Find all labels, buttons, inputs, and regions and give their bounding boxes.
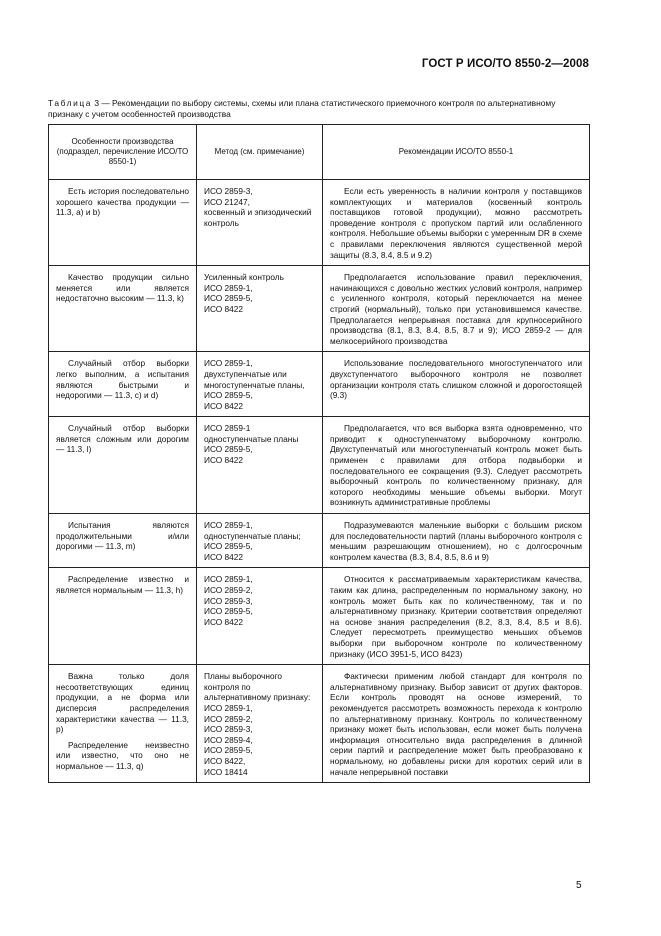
feature-cell: [49, 514, 197, 568]
recommendation-cell: Использование последовательного многоступенчатого или двухступенчатого выборочного контроля не позволяет организации контроля стать слишком сложной и дорогостоящей (9.3): [323, 352, 590, 417]
method-line: ИСО 2859-3,: [204, 595, 253, 606]
method-line: ИСО 2859-1,: [204, 282, 253, 293]
method-cell: [197, 417, 323, 514]
feature-text: Качество продукции сильно меняется или является недостаточно высоким — 11.3, k): [56, 272, 189, 304]
method-line: одноступенчатые планы: [204, 433, 299, 444]
table-caption-text: 3 — Рекомендации по выбору системы, схемы или плана статистического приемочного контроля по альтернативному признаку с учетом особенностей производства: [48, 98, 556, 119]
method-line: ИСО 2859-5,: [204, 606, 253, 617]
method-line: ИСО 8422: [204, 616, 243, 627]
recommendation-cell: Предполагается, что вся выборка взята одновременно, что приводит к одноступенчатому выборочному контролю. Двухступенчатый или многоступенчатый контроль может быть применен с правилами для отбора подвыборки и последовательного ее сокращения (9.3). Следует рассмотреть выборочный контроль по количественному признаку, для которого необходимы меньшие объемы выборки. Могут возникнуть административные проблемы: [323, 417, 590, 514]
method-line: ИСО 2859-1,: [204, 574, 253, 585]
method-cell: [197, 568, 323, 665]
method-line: косвенный и эпизодический контроль: [204, 207, 312, 228]
method-line: ИСО 2859-2,: [204, 585, 253, 595]
method-line: ИСО 2859-3,: [204, 724, 253, 735]
feature-text: Случайный отбор выборки легко выполним, а испытания являются быстрыми и недорогими — 11.3, c) и d): [56, 358, 189, 401]
method-line: ИСО 2859-5,: [204, 444, 253, 455]
document-header: ГОСТ Р ИСО/ТО 8550-2—2008: [421, 58, 589, 70]
method-line: ИСО 2859-3,: [204, 186, 253, 196]
method-line: ИСО 18414: [204, 766, 248, 777]
method-cell: [197, 266, 323, 352]
feature-text: Распределение известно и является нормальным — 11.3, h): [56, 574, 189, 595]
table-row: [49, 568, 590, 665]
feature-cell: [49, 568, 197, 665]
table-row: [49, 180, 590, 266]
feature-cell: [49, 180, 197, 266]
feature-text: Важна только доля несоответствующих единиц продукции, а не форма или дисперсия распределения характеристики качества — 11.3, p): [56, 671, 189, 735]
header-features: Особенности производства (подраздел, перечисление ИСО/ТО 8550-1): [49, 125, 197, 180]
method-line: ИСО 8422: [204, 303, 243, 314]
feature-cell: [49, 352, 197, 417]
method-cell: [197, 665, 323, 783]
method-cell: [197, 352, 323, 417]
method-line: Усиленный контроль: [204, 272, 284, 283]
method-line: ИСО 8422: [204, 455, 243, 466]
method-line: ИСО 2859-1,: [204, 702, 253, 713]
feature-text: Испытания являются продолжительными и/или дорогими — 11.3, m): [56, 520, 189, 552]
method-line: ИСО 8422,: [204, 755, 246, 766]
recommendations-table: [48, 124, 590, 783]
recommendation-cell: Подразумеваются маленькие выборки с большим риском для последовательности партий (планы выборочного контроля с меньшим разрешающим отношением), но с долгосрочным контролем качества (8.3, 8.4, 8.5, 8.6 и 9): [323, 514, 590, 568]
feature-cell: [49, 266, 197, 352]
method-line: ИСО 2859-5,: [204, 745, 253, 756]
method-line: ИСО 21247,: [204, 196, 250, 207]
method-line: ИСО 2859-4,: [204, 734, 253, 745]
feature-text: Распределение неизвестно или известно, что оно не нормальное — 11.3, q): [56, 739, 189, 771]
recommendation-cell: Относится к рассматриваемым характеристикам качества, таким как длина, распределенным по нормальному закону, но контроль может быть как по количественному, так и по альтернативному признаку. Критерии соответствия определяют на основе знания распределения (8.2, 8.3, 8.4, 8.5 и 8.6). Следует пересмотреть преимущество меньших объемов выборки при выборочном контроле по количественному признаку (ИСО 3951-5, ИСО 8423): [323, 568, 590, 665]
method-line: ИСО 2859-5,: [204, 390, 253, 401]
method-line: Планы выборочного контроля по альтернативному признаку:: [204, 671, 311, 703]
table-row: [49, 266, 590, 352]
table-row: [49, 665, 590, 783]
method-line: ИСО 2859-2,: [204, 713, 253, 724]
table-caption: [48, 98, 588, 119]
header-method: Метод (см. примечание): [197, 125, 323, 180]
feature-cell: [49, 417, 197, 514]
feature-cell: [49, 665, 197, 783]
header-recommendations: Рекомендации ИСО/ТО 8550-1: [323, 125, 590, 180]
method-line: ИСО 8422: [204, 551, 243, 562]
table-row: [49, 514, 590, 568]
method-line: ИСО 2859-1,: [204, 358, 253, 369]
recommendation-cell: Предполагается использование правил переключения, начинающихся с довольно жестких условий контроля, например с усиленного контроля, который переключается на менее строгий (нормальный), только при установившемся качестве. Предполагается непрерывная поставка для крупносерийного производства (8.1, 8.3, 8.4, 8.5, 8.7 и 9); ИСО 2859-2 — для мелкосерийного производства: [323, 266, 590, 352]
recommendation-cell: Фактически применим любой стандарт для контроля по альтернативному признаку. Выбор зависит от других факторов. Если контроль проводят на основе измерений, то рекомендуется рассмотреть возможность перехода к контролю по альтернативному признаку. Контроль по количественному признаку может быть использован, если может быть получена информация относительно вида распределения в длинной серии партий и распределение может быть преобразовано к нормальному, но добавлены риски для коротких серий или в начале непрерывной поставки: [323, 665, 590, 783]
page-number: 5: [576, 880, 582, 891]
feature-text: Случайный отбор выборки является сложным или дорогим — 11.3, l): [56, 423, 189, 455]
table-header-row: [49, 125, 590, 180]
method-line: двухступенчатые или многоступенчатые планы,: [204, 368, 305, 390]
method-line: ИСО 8422: [204, 400, 243, 411]
method-line: ИСО 2859-1,: [204, 520, 253, 531]
table-body: [49, 180, 590, 783]
method-cell: [197, 180, 323, 266]
method-line: ИСО 2859-5,: [204, 293, 253, 304]
table-row: [49, 352, 590, 417]
recommendation-cell: Если есть уверенность в наличии контроля у поставщиков комплектующих и материалов (косвенный контроль поставщиков готовой продукции), можно рассмотреть проведение контроля с пропуском партий или ослабленного контроля. Небольшие объемы выборки с умеренным DR в схеме с правилами переключения являются существенной мерой защиты (8.3, 8.4, 8.5 и 9.2): [323, 180, 590, 266]
method-line: ИСО 2859-1: [204, 423, 251, 434]
method-line: ИСО 2859-5,: [204, 541, 253, 552]
method-line: одноступенчатые планы;: [204, 530, 301, 541]
method-cell: [197, 514, 323, 568]
table-caption-lead: Таблица: [48, 98, 93, 108]
feature-text: Есть история последовательно хорошего качества продукции —11.3, а) и b): [56, 186, 189, 218]
table-row: [49, 417, 590, 514]
